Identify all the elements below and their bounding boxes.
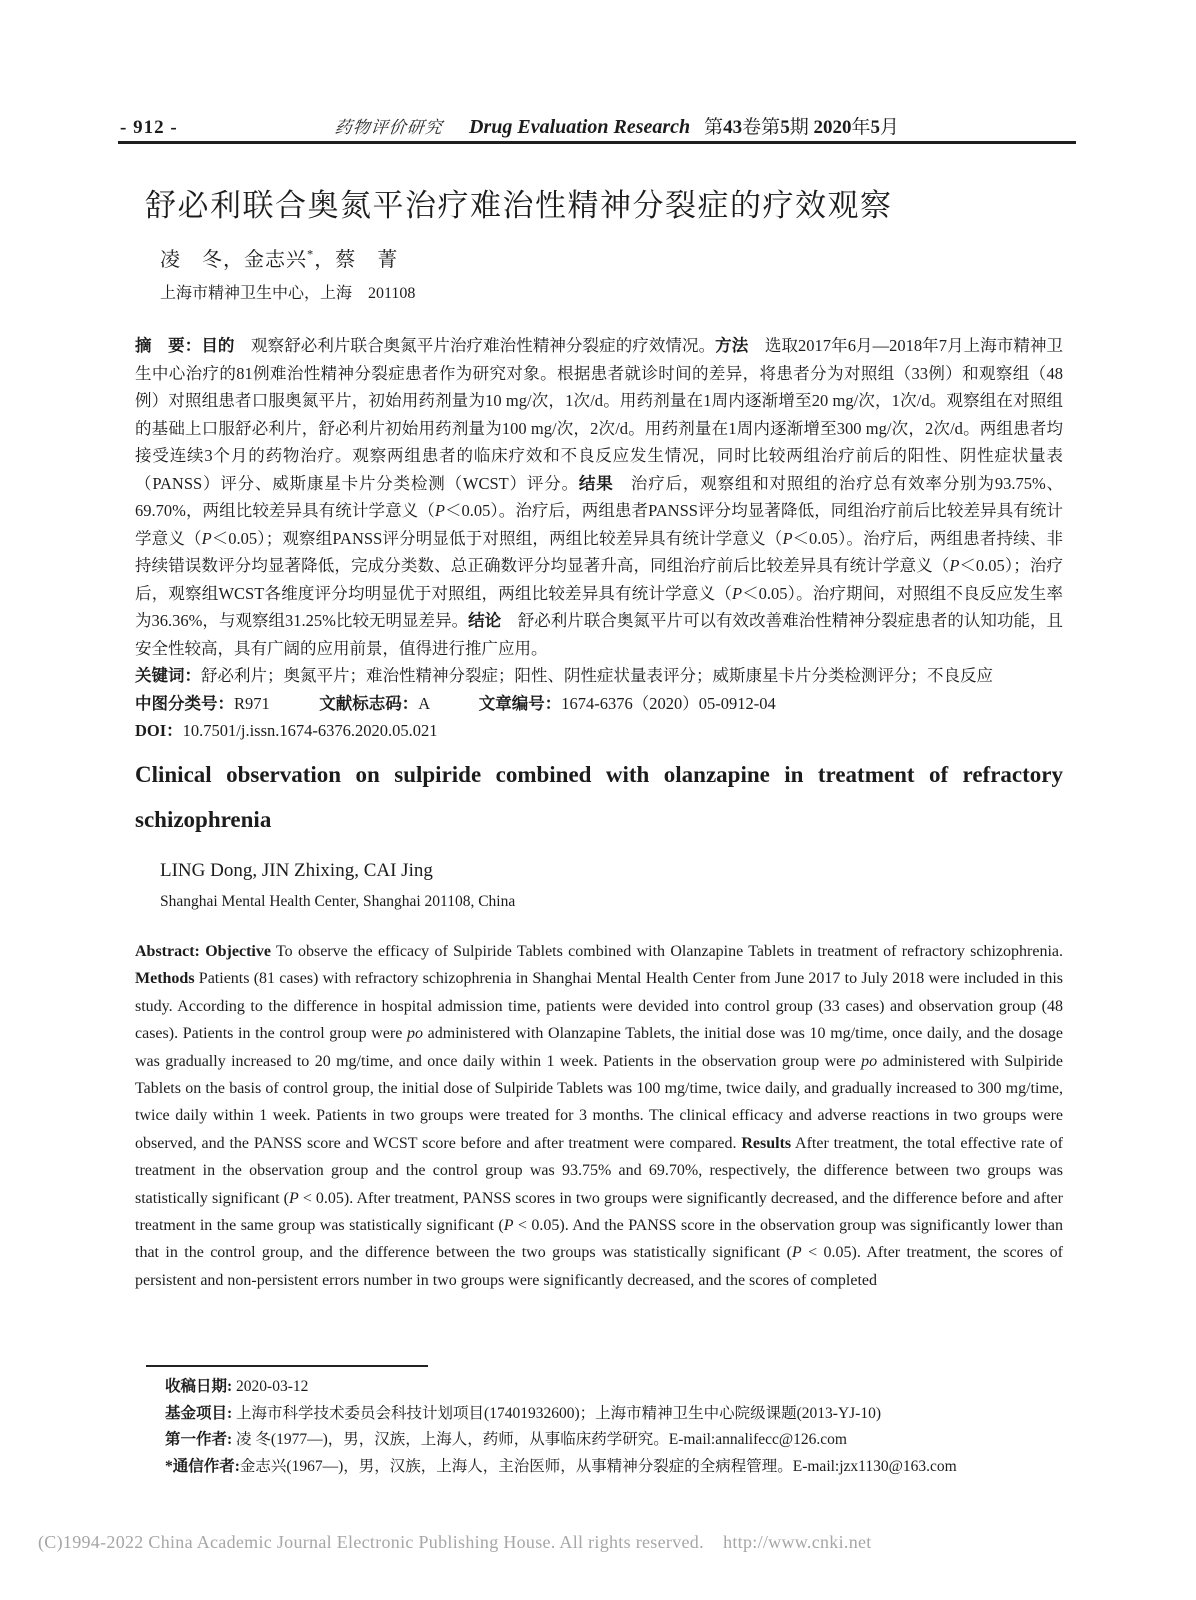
doi-line: DOI：10.7501/j.issn.1674-6376.2020.05.021 [135,721,438,740]
classification-line: 中图分类号：R971 文献标志码：A 文章编号：1674-6376（2020）05-0912-04 [135,693,776,713]
footnotes [165,1374,1053,1480]
footnote-funding: 基金项目: 上海市科学技术委员会科技计划项目(17401932600)；上海市精神卫生中心院级课题(2013-YJ-10) [165,1404,881,1422]
authors-cn: 凌 冬，金志兴*，蔡 菁 [160,247,399,271]
affiliation-en: Shanghai Mental Health Center, Shanghai 201108, China [160,893,516,910]
footnote-first-author: 第一作者: 凌 冬(1977—)，男，汉族，上海人，药师，从事临床药学研究。E-mail:annalifecc@126.com [165,1431,847,1448]
footnote-rule [146,1365,428,1367]
abstract-cn: 摘 要：目的 观察舒必利片联合奥氮平片治疗难治性精神分裂症的疗效情况。方法 选取2017年6月—2018年7月上海市精神卫生中心治疗的81例难治性精神分裂症患者作为研究对象。根据患者就诊时间的差异，将患者分为对照组（33例）和观察组（48例）对照组患者口服奥氮平片，初始用药剂量为10 mg/次，1次/d。用药剂量在1周内逐渐增至20 mg/次，1次/d。观察组在对照组的基础上口服舒必利片，舒必利片初始用药剂量为100 mg/次，2次/d。用药剂量在1周内逐渐增至300 mg/次，2次/d。两组患者均接受连续3个月的药物治疗。观察两组患者的临床疗效和不良反应发生情况，同时比较两组治疗前后的阳性、阴性症状量表（PANSS）评分、威斯康星卡片分类检测（WCST）评分。结果 治疗后，观察组和对照组的治疗总有效率分别为93.75%、69.70%，两组比较差异具有统计学意义（P＜0.05）。治疗后，两组患者PANSS评分均显著降低，同组治疗前后比较差异具有统计学意义（P＜0.05）；观察组PANSS评分明显低于对照组，两组比较差异具有统计学意义（P＜0.05）。治疗后，两组患者持续、非持续错误数评分均显著降低，完成分类数、总正确数评分均显著升高，同组治疗前后比较差异具有统计学意义（P＜0.05）；治疗后，观察组WCST各维度评分均明显优于对照组，两组比较差异具有统计学意义（P＜0.05）。治疗期间，对照组不良反应发生率为36.36%，与观察组31.25%比较无明显差异。结论 舒必利片联合奥氮平片可以有效改善难治性精神分裂症患者的认知功能，且安全性较高，具有广阔的应用前景，值得进行推广应用。 [135,336,1064,658]
abstract-en: Abstract: Objective To observe the efficacy of Sulpiride Tablets combined with Olanzapine Tablets in treatment of refractory schizophrenia. Methods Patients (81 cases) with refractory schizophrenia in Shanghai Mental Health Center from June 2017 to July 2018 were included in this study. According to the difference in hospital admission time, patients were devided into control group (33 cases) and observation group (48 cases). Patients in the control group were po administered with Olanzapine Tablets, the initial dose was 10 mg/time, once daily, and the dosage was gradually increased to 20 mg/time, and once daily within 1 week. Patients in the observation group were po administered with Sulpiride Tablets on the basis of control group, the initial dose of Sulpiride Tablets was 100 mg/time, twice daily, and gradually increased to 300 mg/time, twice daily within 1 week. Patients in two groups were treated for 3 months. The clinical efficacy and adverse reactions in two groups were observed, and the PANSS score and WCST score before and after treatment were compared. Results After treatment, the total effective rate of treatment in the observation group and the control group was 93.75% and 69.70%, respectively, the difference between two groups was statistically significant (P < 0.05). After treatment, PANSS scores in two groups were significantly decreased, and the difference before and after treatment in the same group was statistically significant (P < 0.05). And the PANSS score in the observation group was significantly lower than that in the control group, and the difference between the two groups was statistically significant (P < 0.05). After treatment, the scores of persistent and non-persistent errors number in two groups were significantly decreased, and the scores of completed [135,943,1064,1289]
page-header [120,112,1078,139]
copyright-footer: (C)1994-2022 China Academic Journal Electronic Publishing House. All rights reserved. http://www.cnki.net [38,1532,872,1552]
page-number: - 912 - [120,117,178,138]
footnote-corresponding-author: *通信作者:金志兴(1967—)，男，汉族，上海人，主治医师，从事精神分裂症的全病程管理。E-mail:jzx1130@163.com [165,1457,957,1475]
article-title-cn: 舒必利联合奥氮平治疗难治性精神分裂症的疗效观察 [145,188,893,223]
journal-logo: 药物评价研究 [333,118,444,137]
header-rule [118,141,1076,144]
authors-en: LING Dong, JIN Zhixing, CAI Jing [160,860,433,881]
chinese-abstract-section [135,332,1063,745]
affiliation-cn: 上海市精神卫生中心，上海 201108 [160,285,416,302]
keywords-cn: 关键词：舒必利片；奥氮平片；难治性精神分裂症；阳性、阴性症状量表评分；威斯康星卡片分类检测评分；不良反应 [135,666,993,685]
journal-issue-info: 第43卷第5期 2020年5月 [704,117,899,138]
journal-name: Drug Evaluation Research [469,116,691,138]
footnote-received-date: 收稿日期: 2020-03-12 [165,1378,309,1395]
article-title-en: Clinical observation on sulpiride combined with olanzapine in treatment of refractory schizophrenia [135,762,1063,832]
